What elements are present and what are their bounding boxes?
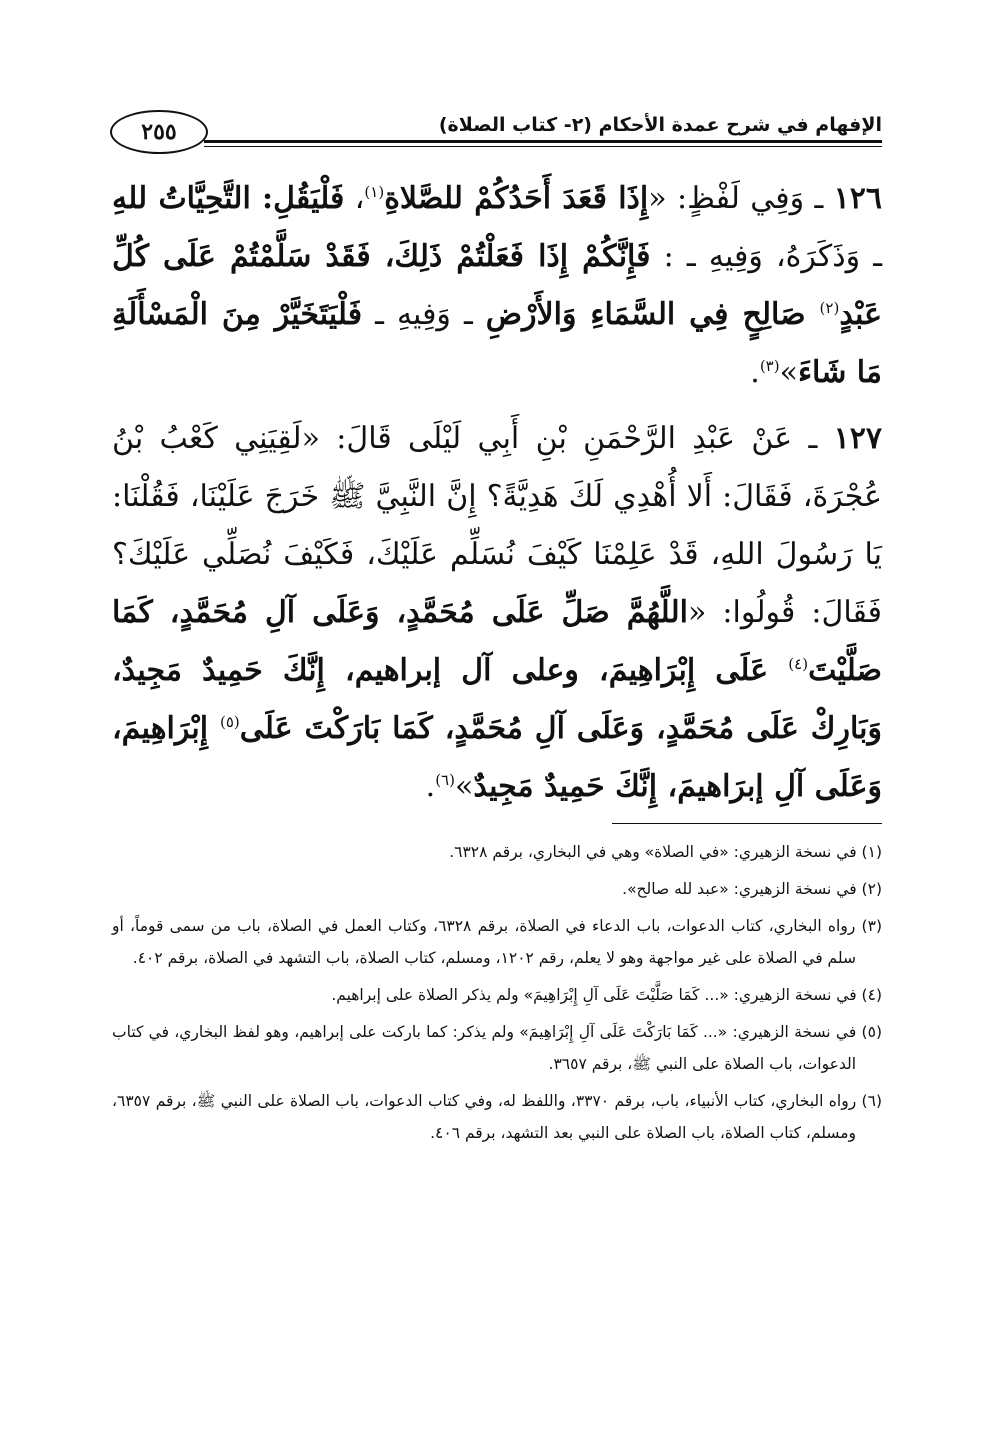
- footnote-ref[interactable]: (٤): [788, 655, 809, 673]
- hadith-text-bold: اللَّهُمَّ صَلِّ عَلَى مُحَمَّدٍ، وَعَلَى آلِ مُحَمَّدٍ، كَمَا صَلَّيْتَ: [112, 595, 882, 688]
- hadith-text: .: [750, 355, 760, 390]
- footnote-ref[interactable]: (٣): [759, 357, 780, 375]
- footnotes: [112, 836, 882, 1149]
- footnote-ref[interactable]: (٦): [435, 771, 455, 789]
- hadith-text: ـ وَفِي لَفْظٍ: «: [648, 181, 834, 216]
- footnote-2: (٢) في نسخة الزهيري: «عبد لله صالح».: [622, 880, 882, 898]
- hadith-text-bold: عَلَى إِبْرَاهِيمَ، وعلى آل إبراهيم، إِنَّكَ حَمِيدٌ مَجِيدٌ، وَبَارِكْ عَلَى مُحَمَّدٍ، وَعَلَى آلِ مُحَمَّدٍ، كَمَا بَارَكْتَ عَلَى: [112, 653, 883, 746]
- header-rule-thick: [204, 140, 882, 143]
- hadith-126: [112, 170, 882, 402]
- page-number: ٢٥٥: [110, 110, 208, 154]
- hadith-text: »: [779, 355, 798, 390]
- footnote-ref[interactable]: (١): [364, 183, 385, 201]
- hadith-text-bold: فَلْيَقُلِ: التَّحِيَّاتُ للهِ: [112, 181, 345, 216]
- main-text: [112, 170, 882, 824]
- footnote-4: (٤) في نسخة الزهيري: «... كَمَا صَلَّيْتَ عَلَى آلِ إِبْرَاهِيمَ» ولم يذكر الصلاة على إبراهيم.: [331, 986, 882, 1004]
- footnote-ref[interactable]: (٥): [219, 713, 240, 731]
- footnote-separator: [612, 823, 882, 824]
- hadith-text-bold: صَالِحٍ فِي السَّمَاءِ وَالأَرْضِ: [485, 297, 820, 332]
- page-header: [110, 108, 882, 158]
- hadith-text-bold: إِبْرَاهِيمَ، وَعَلَى آلِ إبرَاهيمَ، إِنَّكَ حَمِيدٌ مَجِيدٌ: [112, 711, 882, 804]
- footnote-5: (٥) في نسخة الزهيري: «... كَمَا بَارَكْتَ عَلَى آلِ إِبْرَاهِيمَ» ولم يذكر: كما باركت على إبراهيم، وهو لفظ البخاري، في كتاب الدعوات، باب الصلاة على النبي ﷺ، برقم ٣٦٥٧.: [112, 1023, 882, 1073]
- footnote-1: (١) في نسخة الزهيري: «في الصلاة» وهي في البخاري، برقم ٦٣٢٨.: [449, 843, 882, 861]
- hadith-text: ـ وَفِيهِ ـ: [362, 297, 486, 332]
- hadith-text-bold: إِذَا قَعَدَ أَحَدُكُمْ للصَّلاةِ: [384, 181, 649, 216]
- hadith-number: ١٢٧: [833, 421, 882, 456]
- footnote-3: (٣) رواه البخاري، كتاب الدعوات، باب الدعاء في الصلاة، برقم ٦٣٢٨، وكتاب العمل في الصلاة، باب من سمى قوماً، أو سلم في الصلاة على غير مواجهة وهو لا يعلم، رقم ١٢٠٢، ومسلم، كتاب الصلاة، باب التشهد في الصلاة، برقم ٤٠٢.: [112, 917, 882, 967]
- hadith-text: ـ وَذَكَرَهُ، وَفِيهِ ـ :: [650, 239, 882, 274]
- hadith-number: ١٢٦: [833, 181, 882, 216]
- footnote-ref[interactable]: (٢): [819, 299, 840, 317]
- hadith-text: ـ عَنْ عَبْدِ الرَّحْمَنِ بْنِ أَبِي لَيْلَى قَالَ: «لَقِيَنِي كَعْبُ بْنُ عُجْرَةَ، فَقَالَ: أَلا أُهْدِي لَكَ هَدِيَّةً؟ إِنَّ النَّبِيَّ ﷺ خَرَجَ عَلَيْنَا، فَقُلْنَا: يَا رَسُولَ اللهِ، قَدْ عَلِمْنَا كَيْفَ نُسَلِّم عَلَيْكَ، فَكَيْفَ نُصَلِّي عَلَيْكَ؟ فَقَالَ: قُولُوا: «: [112, 421, 882, 630]
- hadith-text: .: [425, 769, 436, 804]
- hadith-text-bold: فَإِنَّكُمْ إِذَا فَعَلْتُمْ ذَلِكَ، فَقَدْ سَلَّمْتُمْ عَلَى كُلِّ عَبْدٍ: [112, 239, 883, 332]
- hadith-127: [112, 410, 882, 816]
- header-rule-thin: [204, 146, 882, 147]
- hadith-text: »: [454, 769, 474, 804]
- hadith-text: ،: [344, 181, 365, 216]
- running-title: الإفهام في شرح عمدة الأحكام (٢- كتاب الصلاة): [438, 114, 882, 136]
- footnote-6: (٦) رواه البخاري، كتاب الأنبياء، باب، برقم ٣٣٧٠، واللفظ له، وفي كتاب الدعوات، باب الصلاة على النبي ﷺ، برقم ٦٣٥٧، ومسلم، كتاب الصلاة، باب الصلاة على النبي بعد التشهد، برقم ٤٠٦.: [112, 1092, 882, 1142]
- hadith-text-bold: فَلْيَتَخَيَّرْ مِنَ الْمَسْأَلَةِ مَا شَاءَ: [112, 297, 882, 390]
